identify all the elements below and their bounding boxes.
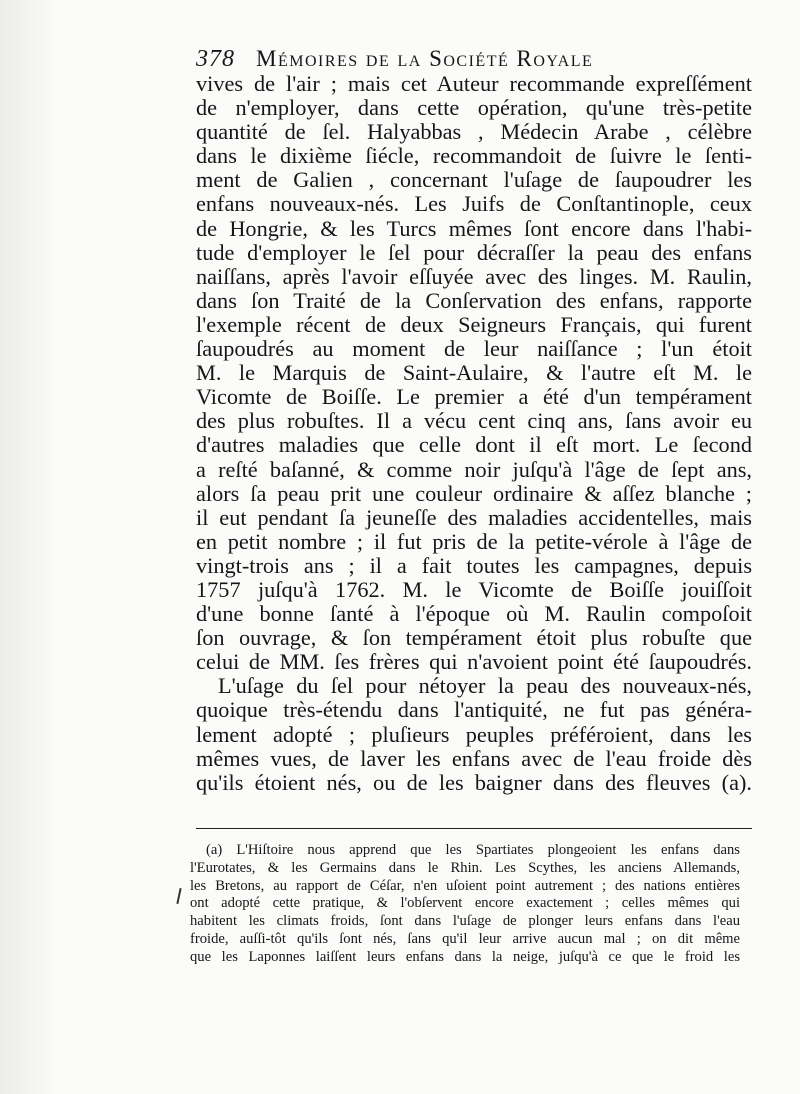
footnote-line: l'Eurotates, & les Germains dans le Rhin. Les Scythes, les anciens Allemands, [190, 859, 740, 876]
body-line: ſaupoudrés au moment de leur naiſſance ; l'un étoit [196, 336, 752, 362]
margin-mark [176, 888, 181, 904]
body-line: il eut pendant ſa jeuneſſe des maladies accidentelles, mais [196, 504, 752, 530]
body-line: d'une bonne ſanté à l'époque où M. Raulin compoſoit [196, 601, 752, 627]
body-line: d'autres maladies que celle dont il eſt mort. Le ſecond [196, 432, 752, 458]
body-line: lement adopté ; pluſieurs peuples préféroient, dans les [196, 721, 752, 747]
body-line: alors ſa peau prit une couleur ordinaire & aſſez blanche ; [196, 480, 752, 506]
body-line: celui de MM. ſes frères qui n'avoient point été ſaupoudrés. [196, 649, 752, 675]
body-line: M. le Marquis de Saint-Aulaire, & l'autre eſt M. le [196, 360, 752, 386]
body-line: en petit nombre ; il fut pris de la petite-vérole à l'âge de [196, 528, 752, 554]
page-number: 378 [196, 46, 235, 72]
body-line: quantité de ſel. Halyabbas , Médecin Arabe , célèbre [196, 119, 752, 145]
body-line: vives de l'air ; mais cet Auteur recommande expreſſément [196, 71, 752, 96]
body-line: tude d'employer le ſel pour décraſſer la peau des enfans [196, 239, 752, 265]
body-line: qu'ils étoient nés, ou de les baigner dans des fleuves (a). [196, 769, 752, 795]
body-line: naiſſans, après l'avoir eſſuyée avec des linges. M. Raulin, [196, 263, 752, 289]
body-line: a reſté baſanné, & comme noir juſqu'à l'âge de ſept ans, [196, 456, 752, 482]
body-line: vingt-trois ans ; il a fait toutes les campagnes, depuis [196, 552, 752, 578]
footnote-line: froide, auſſi-tôt qu'ils ſont nés, ſans qu'il leur arrive aucun mal ; on dit même [190, 930, 740, 947]
footnote-line: (a) L'Hiſtoire nous apprend que les Spartiates plongeoient les enfans dans [206, 842, 740, 858]
footnote-block [190, 842, 740, 967]
body-line: mêmes vues, de laver les enfans avec de l'eau froide dès [196, 745, 752, 771]
body-line: quoique très-étendu dans l'antiquité, ne fut pas généra- [196, 697, 752, 723]
body-line: l'exemple récent de deux Seigneurs Français, qui furent [196, 311, 752, 337]
footnote-line: ont adopté cette pratique, & l'obſervent encore exactement ; celles mêmes qui [190, 895, 740, 912]
body-line: ment de Galien , concernant l'uſage de ſaupoudrer les [196, 167, 752, 193]
body-line: Vicomte de Boiſſe. Le premier a été d'un tempérament [196, 384, 752, 410]
page-header [196, 40, 756, 74]
running-head: Mémoires de la Société Royale [256, 46, 594, 71]
footnote-line: que les Laponnes laiſſent leurs enfans dans la neige, juſqu'à ce que le froid les [190, 948, 740, 965]
body-line: de Hongrie, & les Turcs mêmes ſont encore dans l'habi- [196, 215, 752, 241]
page-edge-shadow [0, 0, 60, 1094]
body-line: dans le dixième ſiécle, recommandoit de ſuivre le ſenti- [196, 143, 752, 169]
body-line: ſon ouvrage, & ſon tempérament étoit plus robuſte que [196, 625, 752, 651]
footnote-line: les Bretons, au rapport de Céſar, n'en uſoient point autrement ; des nations entières [190, 877, 740, 894]
body-line: 1757 juſqu'à 1762. M. le Vicomte de Boiſſe jouiſſoit [196, 576, 752, 602]
footnote-line: habitent les climats froids, ſont dans l'uſage de plonger leurs enfans dans l'eau [190, 913, 740, 930]
body-text [196, 72, 752, 795]
body-line: des plus robuſtes. Il a vécu cent cinq ans, ſans avoir eu [196, 408, 752, 434]
body-line: de n'employer, dans cette opération, qu'une très-petite [196, 95, 752, 121]
body-line: dans ſon Traité de la Conſervation des enfans, rapporte [196, 287, 752, 313]
body-line: L'uſage du ſel pour nétoyer la peau des nouveaux-nés, [218, 673, 752, 699]
footnote-divider [196, 828, 752, 829]
body-line: enfans nouveaux-nés. Les Juifs de Conſtantinople, ceux [196, 191, 752, 217]
